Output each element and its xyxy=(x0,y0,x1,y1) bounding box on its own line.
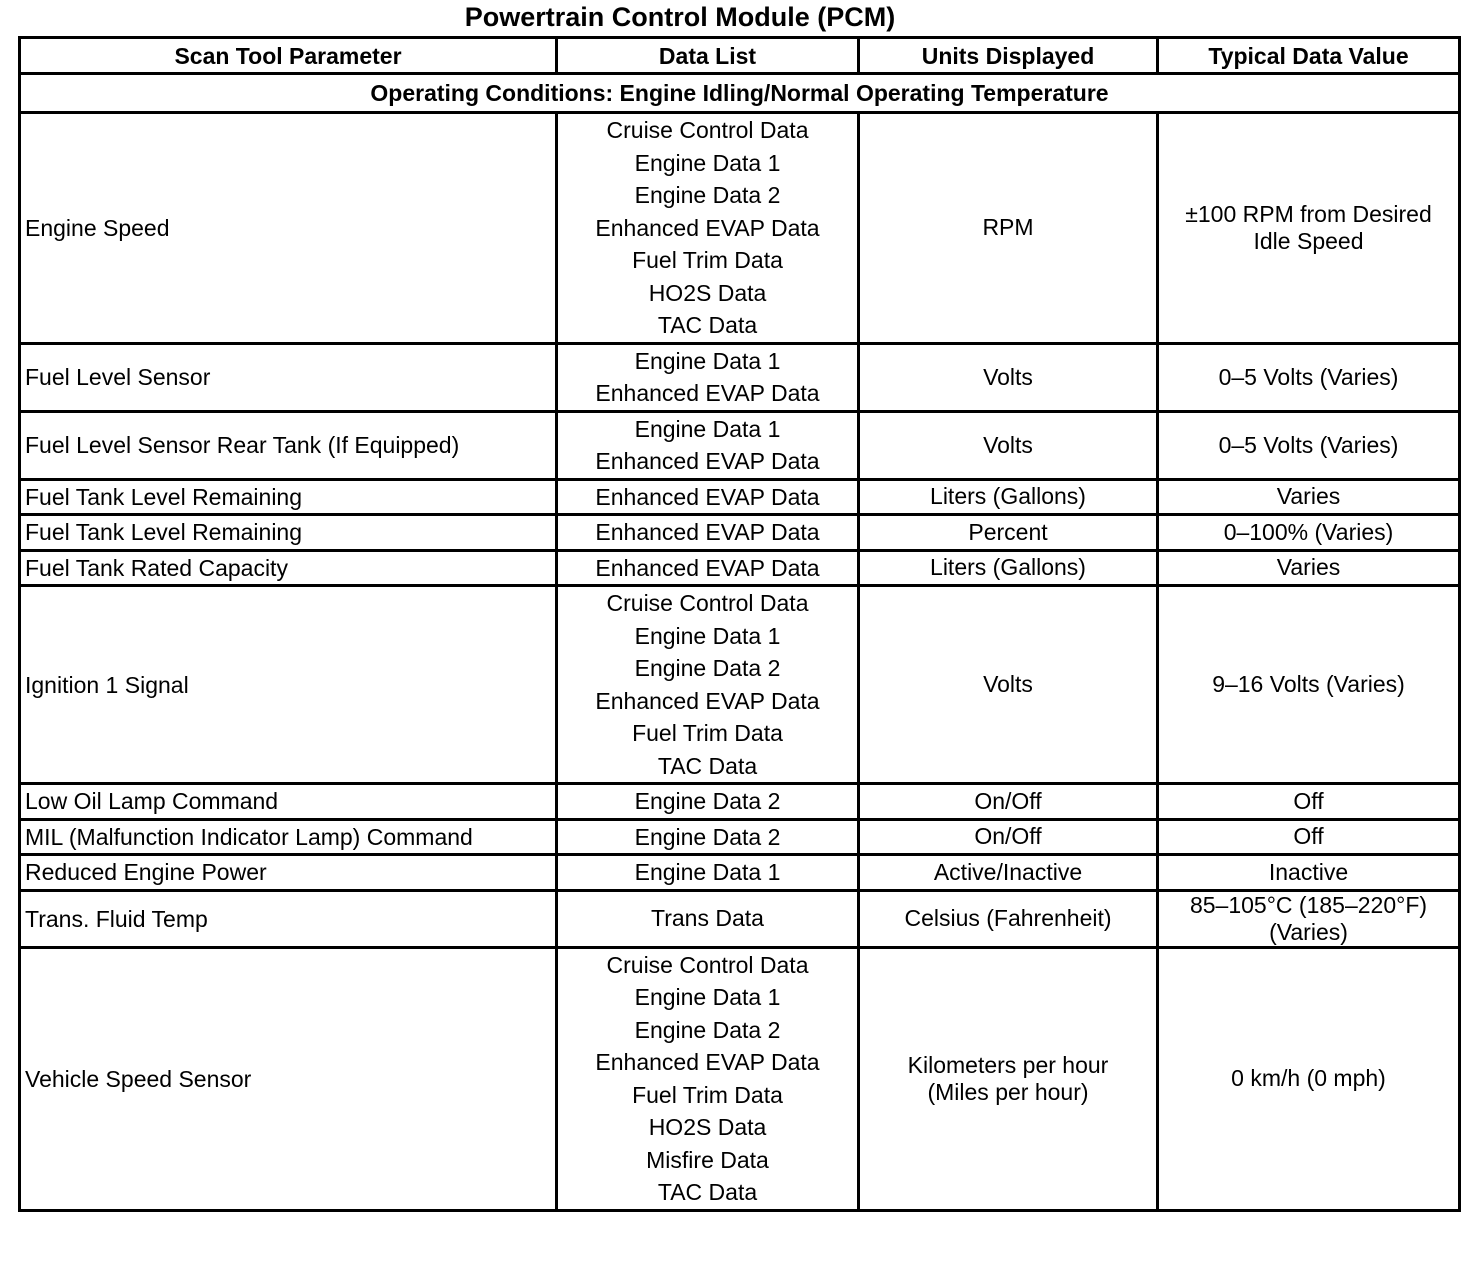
units-displayed-cell xyxy=(859,855,1158,891)
units-line: On/Off xyxy=(974,787,1042,814)
header-typical-data-value: Typical Data Value xyxy=(1158,38,1460,74)
data-list-item: Enhanced EVAP Data xyxy=(595,687,820,714)
units-line: Celsius (Fahrenheit) xyxy=(904,905,1112,931)
units-displayed-cell xyxy=(859,890,1158,947)
data-list-item: TAC Data xyxy=(657,1179,758,1205)
typical-data-value-cell xyxy=(1158,515,1460,551)
typical-data-value-cell xyxy=(1158,550,1460,586)
typical-value-line: Varies xyxy=(1276,483,1341,510)
conditions-row xyxy=(20,74,1460,113)
table-row xyxy=(20,855,1460,891)
typical-data-value-cell xyxy=(1158,784,1460,820)
typical-value-line: 0–100% (Varies) xyxy=(1223,518,1394,545)
units-line: Kilometers per hour xyxy=(907,1051,1109,1078)
scan-tool-parameter-cell: Engine Speed xyxy=(20,113,557,344)
data-list-item: Cruise Control Data xyxy=(606,590,809,616)
typical-value-line: (Varies) xyxy=(1269,918,1348,945)
header-units-displayed: Units Displayed xyxy=(859,38,1158,74)
pcm-data-table xyxy=(18,36,1461,1212)
header-data-list: Data List xyxy=(557,38,859,74)
units-displayed-cell xyxy=(859,343,1158,411)
data-list-cell xyxy=(557,479,859,515)
units-displayed-cell xyxy=(859,479,1158,515)
table-row xyxy=(20,550,1460,586)
data-list-item: Engine Data 2 xyxy=(634,788,781,814)
data-list-cell xyxy=(557,411,859,479)
units-displayed-cell xyxy=(859,819,1158,855)
data-list-item: Engine Data 2 xyxy=(634,823,781,850)
table-row xyxy=(20,479,1460,515)
data-list-cell xyxy=(557,113,859,344)
scan-tool-parameter-cell: Low Oil Lamp Command xyxy=(20,784,557,820)
data-list-item: Enhanced EVAP Data xyxy=(595,448,820,474)
typical-data-value-cell xyxy=(1158,855,1460,891)
table-row xyxy=(20,784,1460,820)
scan-tool-parameter-cell: Fuel Level Sensor xyxy=(20,343,557,411)
data-list-item: Cruise Control Data xyxy=(606,951,809,978)
typical-value-line: Varies xyxy=(1276,554,1341,581)
typical-value-line: ±100 RPM from Desired xyxy=(1185,200,1432,227)
data-list-item: Enhanced EVAP Data xyxy=(595,554,820,581)
scan-tool-parameter-cell: Vehicle Speed Sensor xyxy=(20,947,557,1210)
data-list-item: Fuel Trim Data xyxy=(632,1081,783,1108)
data-list-item: Fuel Trim Data xyxy=(632,720,783,746)
data-list-cell xyxy=(557,550,859,586)
data-list-item: Engine Data 1 xyxy=(634,347,781,374)
units-displayed-cell xyxy=(859,784,1158,820)
data-list-item: Enhanced EVAP Data xyxy=(595,1049,820,1075)
units-line: Percent xyxy=(968,518,1048,545)
data-list-item: Engine Data 2 xyxy=(634,1016,781,1043)
typical-data-value-cell xyxy=(1158,113,1460,344)
data-list-item: Engine Data 2 xyxy=(634,655,781,681)
typical-data-value-cell xyxy=(1158,479,1460,515)
table-row xyxy=(20,343,1460,411)
data-list-cell xyxy=(557,515,859,551)
units-line: On/Off xyxy=(974,823,1042,850)
units-line: (Miles per hour) xyxy=(927,1078,1089,1105)
typical-value-line: 0–5 Volts (Varies) xyxy=(1218,431,1399,458)
data-list-item: Enhanced EVAP Data xyxy=(595,380,820,406)
data-list-cell xyxy=(557,784,859,820)
units-line: Liters (Gallons) xyxy=(930,554,1086,581)
typical-value-line: Inactive xyxy=(1268,858,1349,885)
typical-value-line: 0–5 Volts (Varies) xyxy=(1218,363,1399,390)
table-row xyxy=(20,890,1460,947)
data-list-cell xyxy=(557,890,859,947)
data-list-cell xyxy=(557,947,859,1210)
typical-data-value-cell xyxy=(1158,343,1460,411)
data-list-cell xyxy=(557,586,859,784)
data-list-cell xyxy=(557,343,859,411)
units-line: Volts xyxy=(983,431,1033,458)
data-list-item: HO2S Data xyxy=(648,1114,767,1140)
typical-value-line: Off xyxy=(1293,823,1324,850)
data-list-item: Engine Data 1 xyxy=(634,622,781,649)
units-displayed-cell xyxy=(859,515,1158,551)
scan-tool-parameter-cell: Ignition 1 Signal xyxy=(20,586,557,784)
units-displayed-cell xyxy=(859,113,1158,344)
units-line: Liters (Gallons) xyxy=(930,483,1086,510)
scan-tool-parameter-cell: Fuel Level Sensor Rear Tank (If Equipped) xyxy=(20,411,557,479)
data-list-cell xyxy=(557,819,859,855)
data-list-item: Engine Data 1 xyxy=(634,149,781,176)
typical-value-line: 9–16 Volts (Varies) xyxy=(1212,671,1405,697)
data-list-item: HO2S Data xyxy=(648,279,767,306)
data-list-item: Fuel Trim Data xyxy=(632,247,783,273)
table-row xyxy=(20,947,1460,1210)
units-displayed-cell xyxy=(859,586,1158,784)
data-list-item: Enhanced EVAP Data xyxy=(595,214,820,241)
scan-tool-parameter-cell: Fuel Tank Level Remaining xyxy=(20,515,557,551)
data-list-item: Engine Data 1 xyxy=(634,415,781,442)
table-row xyxy=(20,411,1460,479)
table-row xyxy=(20,113,1460,344)
units-displayed-cell xyxy=(859,550,1158,586)
table-row xyxy=(20,515,1460,551)
units-line: Volts xyxy=(983,363,1033,390)
typical-value-line: 0 km/h (0 mph) xyxy=(1231,1065,1386,1091)
scan-tool-parameter-cell: Trans. Fluid Temp xyxy=(20,890,557,947)
data-list-item: Cruise Control Data xyxy=(606,117,809,143)
scan-tool-parameter-cell: Reduced Engine Power xyxy=(20,855,557,891)
units-line: RPM xyxy=(982,214,1034,241)
table-row xyxy=(20,586,1460,784)
data-list-cell xyxy=(557,855,859,891)
typical-data-value-cell xyxy=(1158,586,1460,784)
data-list-item: Misfire Data xyxy=(646,1146,769,1173)
header-row xyxy=(20,38,1460,74)
units-displayed-cell xyxy=(859,411,1158,479)
typical-value-line: 85–105°C (185–220°F) xyxy=(1189,891,1428,918)
units-line: Volts xyxy=(983,671,1033,697)
header-scan-tool-parameter: Scan Tool Parameter xyxy=(20,38,557,74)
typical-data-value-cell xyxy=(1158,890,1460,947)
document-title: Powertrain Control Module (PCM) xyxy=(464,2,896,32)
operating-conditions: Operating Conditions: Engine Idling/Normal Operating Temperature xyxy=(20,74,1460,113)
data-list-item: Engine Data 2 xyxy=(634,182,781,208)
units-line: Active/Inactive xyxy=(933,858,1083,885)
data-list-item: Enhanced EVAP Data xyxy=(595,519,820,545)
typical-data-value-cell xyxy=(1158,411,1460,479)
data-list-item: Engine Data 1 xyxy=(634,984,781,1010)
data-list-item: Engine Data 1 xyxy=(634,859,781,885)
units-displayed-cell xyxy=(859,947,1158,1210)
data-list-item: TAC Data xyxy=(657,752,758,779)
typical-data-value-cell xyxy=(1158,947,1460,1210)
data-list-item: TAC Data xyxy=(657,312,758,338)
typical-value-line: Idle Speed xyxy=(1253,227,1364,254)
scan-tool-parameter-cell: Fuel Tank Rated Capacity xyxy=(20,550,557,586)
typical-value-line: Off xyxy=(1293,787,1324,814)
table-row xyxy=(20,819,1460,855)
typical-data-value-cell xyxy=(1158,819,1460,855)
scan-tool-parameter-cell: MIL (Malfunction Indicator Lamp) Command xyxy=(20,819,557,855)
data-list-item: Enhanced EVAP Data xyxy=(595,483,820,510)
scan-tool-parameter-cell: Fuel Tank Level Remaining xyxy=(20,479,557,515)
data-list-item: Trans Data xyxy=(651,905,764,932)
